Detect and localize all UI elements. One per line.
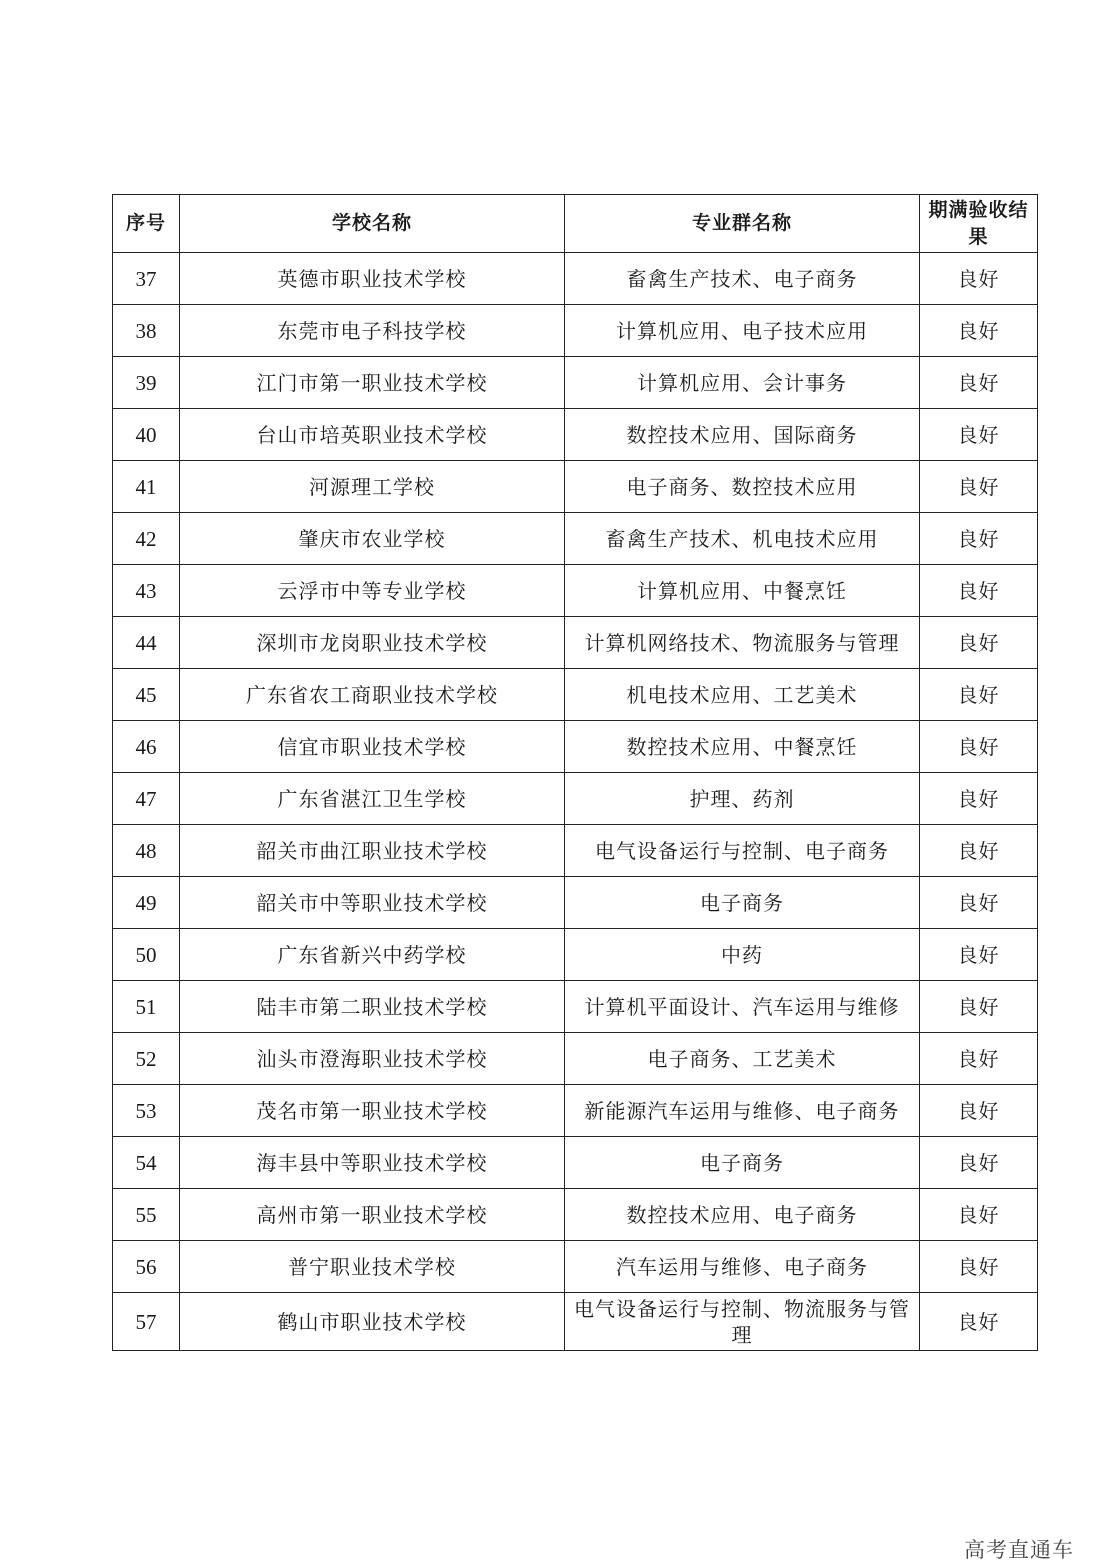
acceptance-results-table (112, 194, 1038, 1351)
table-row (113, 773, 1038, 825)
table-row (113, 825, 1038, 877)
cell-school-name: 江门市第一职业技术学校 (180, 357, 565, 409)
cell-school-name: 东莞市电子科技学校 (180, 305, 565, 357)
cell-major-group: 畜禽生产技术、机电技术应用 (565, 513, 920, 565)
cell-school-name: 陆丰市第二职业技术学校 (180, 981, 565, 1033)
cell-major-group: 电气设备运行与控制、电子商务 (565, 825, 920, 877)
cell-major-group: 数控技术应用、国际商务 (565, 409, 920, 461)
cell-index: 53 (113, 1085, 180, 1137)
header-index: 序号 (113, 195, 180, 253)
cell-school-name: 普宁职业技术学校 (180, 1241, 565, 1293)
cell-index: 43 (113, 565, 180, 617)
cell-result: 良好 (920, 1189, 1038, 1241)
cell-school-name: 广东省农工商职业技术学校 (180, 669, 565, 721)
table-body (113, 253, 1038, 1351)
cell-school-name: 英德市职业技术学校 (180, 253, 565, 305)
cell-result: 良好 (920, 513, 1038, 565)
cell-index: 50 (113, 929, 180, 981)
cell-major-group: 计算机应用、会计事务 (565, 357, 920, 409)
cell-result: 良好 (920, 565, 1038, 617)
cell-major-group: 数控技术应用、中餐烹饪 (565, 721, 920, 773)
cell-result: 良好 (920, 357, 1038, 409)
table-row (113, 1293, 1038, 1351)
cell-major-group: 畜禽生产技术、电子商务 (565, 253, 920, 305)
cell-index: 41 (113, 461, 180, 513)
header-school-name: 学校名称 (180, 195, 565, 253)
table-row (113, 409, 1038, 461)
table-row (113, 617, 1038, 669)
cell-school-name: 广东省新兴中药学校 (180, 929, 565, 981)
cell-school-name: 海丰县中等职业技术学校 (180, 1137, 565, 1189)
cell-school-name: 韶关市曲江职业技术学校 (180, 825, 565, 877)
cell-school-name: 台山市培英职业技术学校 (180, 409, 565, 461)
table-row (113, 1137, 1038, 1189)
cell-result: 良好 (920, 1241, 1038, 1293)
cell-result: 良好 (920, 253, 1038, 305)
header-major-group: 专业群名称 (565, 195, 920, 253)
cell-index: 55 (113, 1189, 180, 1241)
cell-major-group: 汽车运用与维修、电子商务 (565, 1241, 920, 1293)
cell-result: 良好 (920, 461, 1038, 513)
cell-index: 47 (113, 773, 180, 825)
table-row (113, 461, 1038, 513)
cell-index: 52 (113, 1033, 180, 1085)
cell-index: 37 (113, 253, 180, 305)
cell-major-group: 新能源汽车运用与维修、电子商务 (565, 1085, 920, 1137)
table-row (113, 565, 1038, 617)
cell-major-group: 数控技术应用、电子商务 (565, 1189, 920, 1241)
cell-index: 38 (113, 305, 180, 357)
cell-result: 良好 (920, 1137, 1038, 1189)
table-row (113, 1085, 1038, 1137)
cell-major-group: 计算机平面设计、汽车运用与维修 (565, 981, 920, 1033)
cell-major-group: 护理、药剂 (565, 773, 920, 825)
cell-index: 54 (113, 1137, 180, 1189)
cell-school-name: 茂名市第一职业技术学校 (180, 1085, 565, 1137)
cell-major-group: 计算机应用、中餐烹饪 (565, 565, 920, 617)
cell-result: 良好 (920, 1293, 1038, 1351)
table-row (113, 929, 1038, 981)
table-row (113, 721, 1038, 773)
source-watermark: 高考直通车 (964, 1538, 1074, 1562)
table-row (113, 669, 1038, 721)
table-header-row (113, 195, 1038, 253)
cell-major-group: 电子商务 (565, 877, 920, 929)
cell-index: 46 (113, 721, 180, 773)
cell-school-name: 汕头市澄海职业技术学校 (180, 1033, 565, 1085)
cell-major-group: 计算机网络技术、物流服务与管理 (565, 617, 920, 669)
cell-index: 40 (113, 409, 180, 461)
cell-result: 良好 (920, 721, 1038, 773)
cell-result: 良好 (920, 409, 1038, 461)
cell-index: 45 (113, 669, 180, 721)
table-row (113, 981, 1038, 1033)
cell-index: 51 (113, 981, 180, 1033)
cell-school-name: 韶关市中等职业技术学校 (180, 877, 565, 929)
cell-index: 39 (113, 357, 180, 409)
cell-school-name: 信宜市职业技术学校 (180, 721, 565, 773)
cell-major-group: 电子商务 (565, 1137, 920, 1189)
cell-index: 57 (113, 1293, 180, 1351)
cell-result: 良好 (920, 981, 1038, 1033)
table-row (113, 1033, 1038, 1085)
cell-school-name: 鹤山市职业技术学校 (180, 1293, 565, 1351)
cell-school-name: 肇庆市农业学校 (180, 513, 565, 565)
cell-result: 良好 (920, 825, 1038, 877)
cell-result: 良好 (920, 669, 1038, 721)
cell-school-name: 河源理工学校 (180, 461, 565, 513)
cell-result: 良好 (920, 617, 1038, 669)
table-row (113, 305, 1038, 357)
cell-school-name: 云浮市中等专业学校 (180, 565, 565, 617)
cell-index: 42 (113, 513, 180, 565)
header-result: 期满验收结果 (920, 195, 1038, 253)
cell-result: 良好 (920, 877, 1038, 929)
cell-result: 良好 (920, 773, 1038, 825)
table-row (113, 513, 1038, 565)
cell-result: 良好 (920, 929, 1038, 981)
cell-school-name: 深圳市龙岗职业技术学校 (180, 617, 565, 669)
cell-major-group: 电子商务、工艺美术 (565, 1033, 920, 1085)
cell-result: 良好 (920, 305, 1038, 357)
cell-school-name: 广东省湛江卫生学校 (180, 773, 565, 825)
cell-index: 49 (113, 877, 180, 929)
table-row (113, 877, 1038, 929)
cell-major-group: 电子商务、数控技术应用 (565, 461, 920, 513)
cell-index: 48 (113, 825, 180, 877)
table-row (113, 357, 1038, 409)
cell-major-group: 电气设备运行与控制、物流服务与管理 (565, 1293, 920, 1351)
table-row (113, 253, 1038, 305)
table-row (113, 1241, 1038, 1293)
cell-result: 良好 (920, 1085, 1038, 1137)
cell-index: 44 (113, 617, 180, 669)
cell-index: 56 (113, 1241, 180, 1293)
cell-result: 良好 (920, 1033, 1038, 1085)
cell-major-group: 计算机应用、电子技术应用 (565, 305, 920, 357)
cell-major-group: 机电技术应用、工艺美术 (565, 669, 920, 721)
table-row (113, 1189, 1038, 1241)
cell-major-group: 中药 (565, 929, 920, 981)
cell-school-name: 高州市第一职业技术学校 (180, 1189, 565, 1241)
